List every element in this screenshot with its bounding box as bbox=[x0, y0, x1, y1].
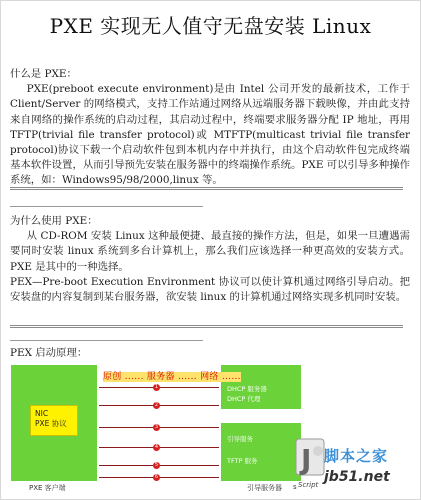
divider bbox=[10, 340, 203, 341]
watermark-url-text: jb51.net bbox=[324, 469, 390, 485]
page-title: PXE 实现无人值守无盘安装 Linux bbox=[49, 14, 372, 38]
section-heading: 什么是 PXE： bbox=[10, 68, 77, 80]
section-pxe-principle bbox=[10, 346, 410, 361]
section-why-pxe bbox=[10, 214, 410, 305]
overlay-text: 原创 ...... 服务器 ...... 网络 ...... bbox=[103, 372, 241, 382]
overlay-stamp-text bbox=[103, 369, 241, 382]
server-label: 引导服务器 bbox=[247, 484, 282, 492]
server-tag: s bbox=[293, 483, 297, 491]
dhcp-proxy-text: DHCP 代理 bbox=[227, 395, 261, 403]
section-heading: PEX 启动原理： bbox=[10, 347, 88, 359]
nic-label: NIC bbox=[35, 409, 49, 418]
boot-server-box bbox=[221, 423, 301, 481]
step-marker: 3 bbox=[154, 424, 159, 430]
nic-pxe-box bbox=[30, 405, 78, 436]
step-marker: 6 bbox=[154, 474, 159, 480]
section-heading: 为什么使用 PXE： bbox=[10, 215, 98, 227]
step-marker: 1 bbox=[154, 384, 159, 390]
site-watermark bbox=[294, 437, 418, 497]
section-body: 从 CD-ROM 安装 Linux 这种最便捷、最直接的操作方法，但是，如果一旦遭遇需要同时安装 linux 系统到多台计算机上，那么我们应该选择一种更高效的安装方式。PXE 是其中的一种选择。 bbox=[10, 230, 410, 273]
divider bbox=[10, 206, 203, 207]
step-marker: 5 bbox=[154, 462, 159, 468]
watermark-script-text: Script bbox=[298, 481, 319, 489]
svg-text:J: J bbox=[301, 443, 312, 476]
client-label: PXE 客户端 bbox=[29, 484, 66, 492]
divider bbox=[10, 187, 403, 190]
section-body: PXE(preboot execute environment)是由 Intel 公司开发的最新技术，工作于 Client/Server 的网络模式，支持工作站通过网络从远端服务器下载映像，并由此支持来自网络的操作系统的启动过程，其启动过程中，终端要求服务器分配 IP 地址，再用 TFTP(trivial file transfer protocol)或 MTFTP(multicast trivial file transfer protocol)协议下载一个启动软件包到本机内存中并执行，由这个启动软件包完成终端基本软件设置，从而引导预先安装在服务器中的终端操作系统。PXE 可以引导多种操作系统，如：Windows95/98/2000,linux 等。 bbox=[10, 83, 410, 187]
watermark-cn-text: 脚本之家 bbox=[324, 447, 389, 465]
boot-service-text: 引导服务 bbox=[227, 435, 253, 443]
pxe-label: PXE 协议 bbox=[35, 419, 67, 428]
section-what-is-pxe bbox=[10, 67, 410, 189]
dhcp-server-text: DHCP 服务器 bbox=[227, 385, 267, 393]
divider bbox=[10, 325, 403, 328]
section-body: PEX—Pre-boot Execution Environment 协议可以使计算机通过网络引导启动。把安装盘的内容复制到某台服务器，欲安装 linux 的计算机通过网络实现多机同时安装。 bbox=[10, 275, 410, 304]
tftp-service-text: TFTP 服务 bbox=[227, 457, 258, 465]
step-marker: 4 bbox=[154, 444, 159, 450]
step-marker: 2 bbox=[154, 402, 159, 408]
